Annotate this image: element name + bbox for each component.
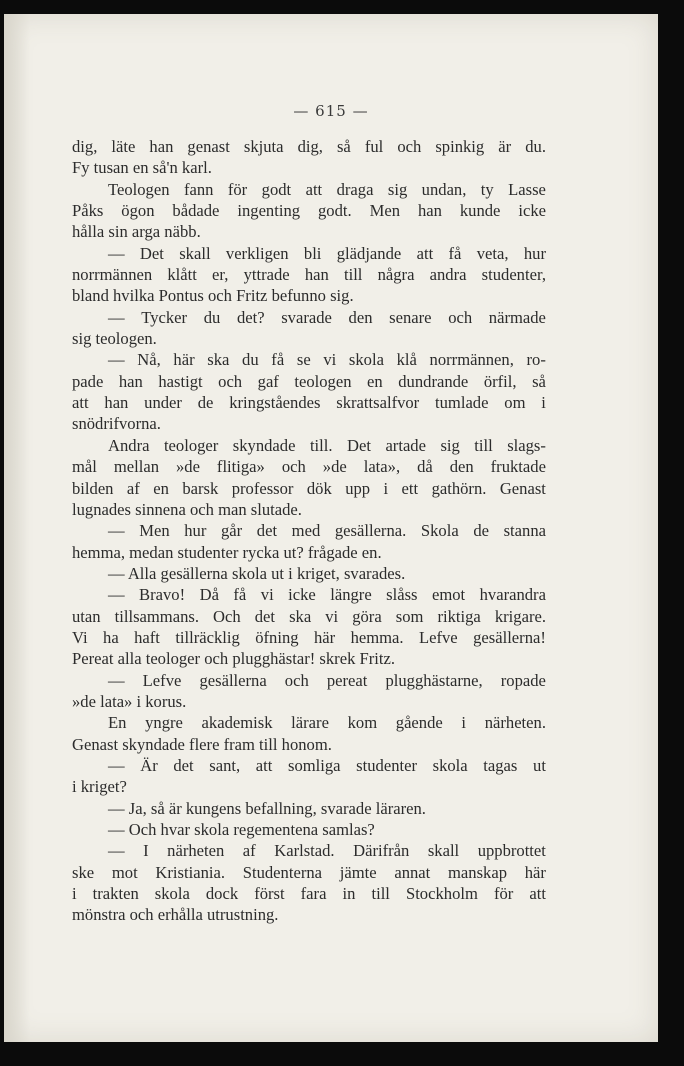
text-line: — Tycker du det? svarade den senare och närmade [108,307,546,327]
text-line: — I närheten af Karlstad. Därifrån skall uppbrottet [108,841,546,861]
text-line: Fy tusan en så'n karl. [72,158,212,178]
text-line: att han under de kringståendes skrattsalfvor tumlade om i [72,393,546,413]
text-line: utan tillsammans. Och det ska vi göra som riktiga krigare. [72,606,546,626]
text-line: i trakten skola dock först fara in till Stockholm för att [72,884,546,904]
book-page [4,14,658,1042]
text-line: i kriget? [72,777,127,797]
text-line: hålla sin arga näbb. [72,222,201,242]
text-line: — Alla gesällerna skola ut i kriget, svarades. [108,563,406,583]
text-line: mål mellan »de flitiga» och »de lata», då den fruktade [72,457,546,477]
text-line: sig teologen. [72,329,157,349]
page-gutter-shadow [4,14,30,1042]
text-line: En yngre akademisk lärare kom gående i närheten. [108,713,546,733]
text-line: hemma, medan studenter rycka ut? frågade en. [72,542,382,562]
text-line: — Och hvar skola regementena samlas? [108,820,375,839]
text-line: Vi ha haft tillräcklig öfning här hemma. Lefve gesällerna! [72,627,546,647]
text-line: Teologen fann för godt att draga sig undan, ty Lasse [108,179,546,199]
text-line: — Ja, så är kungens befallning, svarade läraren. [108,798,426,818]
text-line: — Lefve gesällerna och pereat plugghästarne, ropade [108,670,546,690]
text-line: — Nå, här ska du få se vi skola klå norrmännen, ro- [108,350,546,370]
text-line: dig, läte han genast skjuta dig, så ful och spinkig är du. [72,137,546,156]
text-line: Andra teologer skyndade till. Det artade sig till slags- [108,435,546,455]
text-line: pade han hastigt och gaf teologen en dundrande örfil, så [72,371,546,391]
page-number: — 615 — [293,102,369,120]
text-line: Genast skyndade flere fram till honom. [72,734,332,754]
text-line: mönstra och erhålla utrustning. [72,905,279,925]
text-line: norrmännen klått er, yttrade han till några andra studenter, [72,265,546,285]
text-line: snödrifvorna. [72,414,161,434]
text-line: ske mot Kristiania. Studenterna jämte annat manskap här [72,862,546,882]
body-text [72,136,546,926]
text-line: »de lata» i korus. [72,691,187,711]
text-line: — Det skall verkligen bli glädjande att få veta, hur [108,243,546,263]
text-line: — Bravo! Då få vi icke längre slåss emot hvarandra [108,585,546,605]
text-line: — Men hur går det med gesällerna. Skola de stanna [108,521,546,541]
text-line: Påks ögon bådade ingenting godt. Men han kunde icke [72,201,546,221]
text-line: Pereat alla teologer och plugghästar! skrek Fritz. [72,649,396,669]
text-line: — Är det sant, att somliga studenter skola tagas ut [108,755,546,775]
text-line: bilden af en barsk professor dök upp i ett gathörn. Genast [72,478,546,498]
text-line: bland hvilka Pontus och Fritz befunno sig. [72,286,354,306]
text-line: lugnades sinnena och man slutade. [72,499,302,519]
